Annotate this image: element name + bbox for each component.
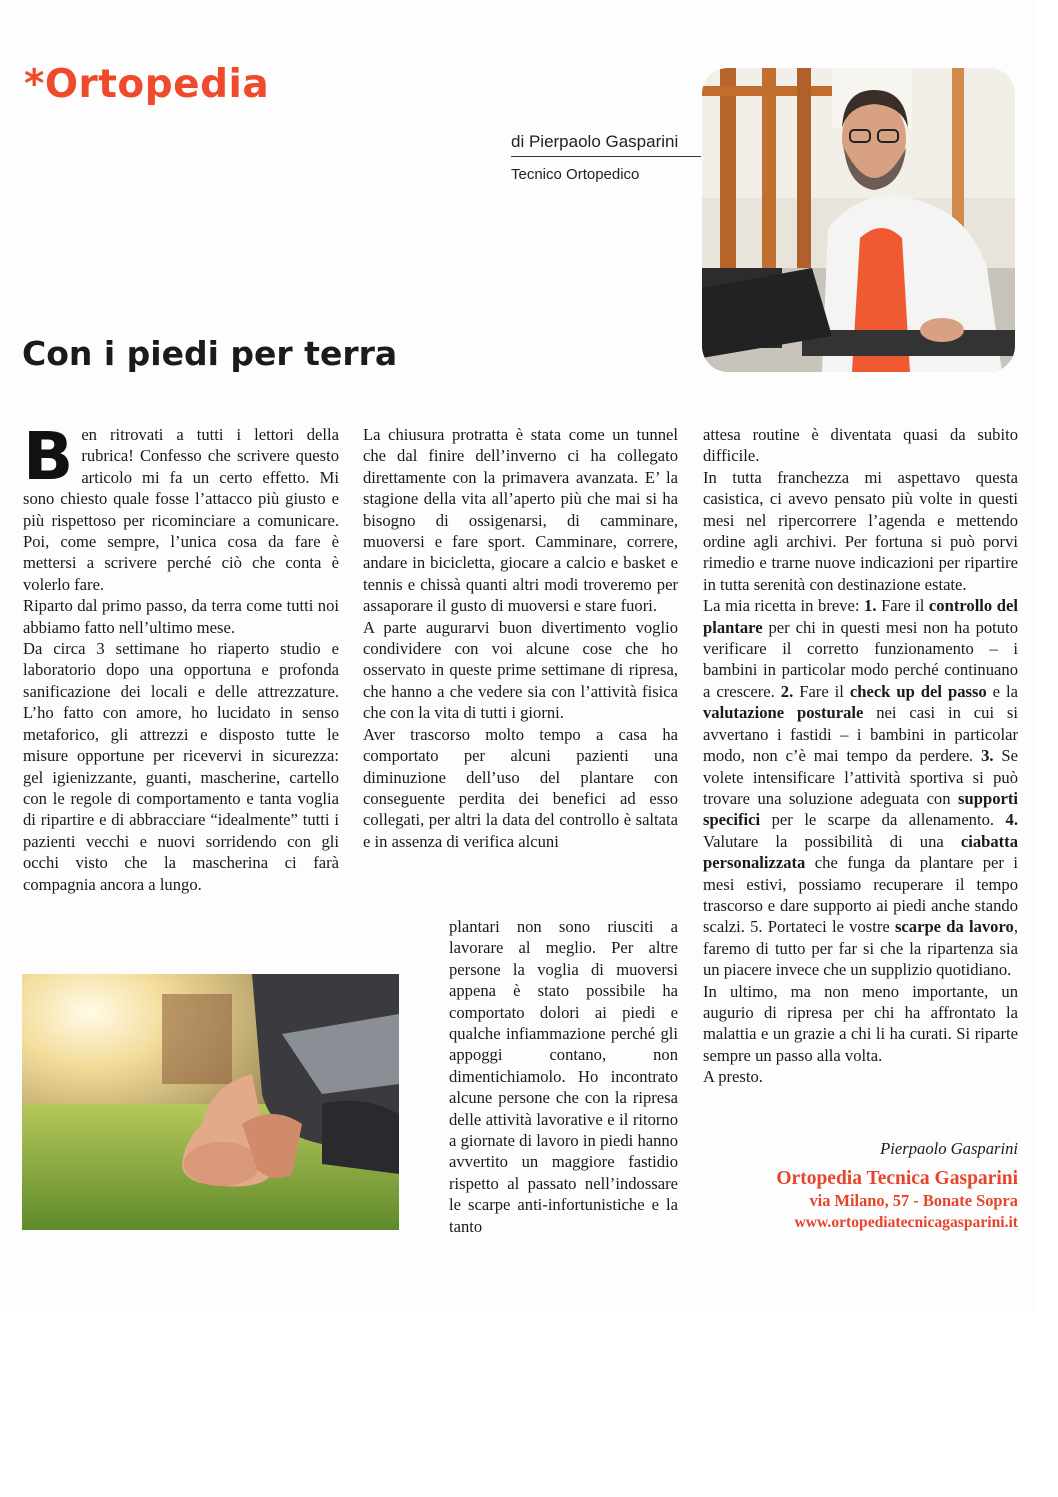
section-label: *Ortopedia bbox=[24, 62, 270, 107]
paragraph: A parte augurarvi buon divertimento voglio condividere con voi alcune cose che ho osservato in queste prime settimane di ripresa, che hanno a che vedere sia con l’attività fisica che con la vita di tutti i giorni. bbox=[363, 617, 678, 723]
paragraph: In ultimo, ma non meno importante, un augurio di ripresa per chi ha affrontato la malattia e un grazie a chi li ha curati. Si riparte sempre un passo alla volta. bbox=[703, 981, 1018, 1065]
recipe-paragraph: La mia ricetta in breve: 1. Fare il controllo del plantare per chi in questi mesi non ha potuto verificare il corretto funzionamento – i bambini in particolar modo perché continuano a crescere. 2. Fare il check up del passo e la valutazione posturale nei casi in cui si avvertano i fastidi – i bambini in particolar modo, non c’è mai tempo da perdere. 3. Se volete intensificare l’attività sportiva si può trovare una soluzione adeguata con supporti specifici per le scarpe da allenamento. 4. Valutare la possibilità di una ciabatta personalizzata che funga da plantare per i mesi estivi, possiamo recuperare il tempo trascorso e dare supporto ai piedi anche stando scalzi. 5. Portateci le vostre scarpe da lavoro, faremo di tutto per far si che la ripartenza sia un piacere invece che un supplizio quotidiano. bbox=[703, 596, 1019, 980]
paragraph: attesa routine è diventata quasi da subito difficile. bbox=[703, 425, 1018, 466]
company-contact bbox=[703, 1168, 1018, 1234]
byline bbox=[511, 132, 701, 183]
paragraph: Aver trascorso molto tempo a casa ha comportato per alcuni pazienti una diminuzione dell’uso del plantare con conseguente perdita dei benefici ad esso collegati, per altri la data del controllo è saltata e in assenza di verifica alcuni bbox=[363, 724, 678, 851]
article-column-2 bbox=[363, 424, 678, 852]
author-name: di Pierpaolo Gasparini bbox=[511, 132, 701, 157]
article-title: Con i piedi per terra bbox=[22, 334, 398, 373]
paragraph: Riparto dal primo passo, da terra come tutti noi abbiamo fatto nell’ultimo mese. bbox=[23, 596, 339, 637]
signature: Pierpaolo Gasparini bbox=[880, 1139, 1018, 1158]
company-website[interactable]: www.ortopediatecnicagasparini.it bbox=[794, 1214, 1018, 1231]
company-name: Ortopedia Tecnica Gasparini bbox=[776, 1168, 1018, 1189]
drop-cap: B bbox=[23, 418, 74, 495]
author-photo bbox=[702, 68, 1015, 372]
article-column-2-continued bbox=[449, 916, 678, 1237]
company-address: via Milano, 57 - Bonate Sopra bbox=[809, 1191, 1018, 1210]
article-column-3 bbox=[703, 424, 1018, 1088]
paragraph: en ritrovati a tutti i lettori della rubrica! Confesso che scrivere questo articolo mi fa un certo effetto. Mi sono chiesto quale fosse l’attacco più giusto e più rispettoso per ricominciare a comunicare. Poi, come sempre, l’unica cosa da fare è mettersi a scrivere perché ciò che conta è volerlo fare. bbox=[23, 425, 339, 594]
paragraph: A presto. bbox=[703, 1067, 763, 1087]
paragraph: In tutta franchezza mi aspettavo questa casistica, ci avevo pensato più volte in questi mesi nel ripercorrere l’agenda e mettendo ordine agli archivi. Per fortuna si può porvi rimedio e trarne nuove indicazioni per ripartire in tutta serenità con destinazione estate. bbox=[703, 467, 1018, 594]
paragraph: La chiusura protratta è stata come un tunnel che dal finire dell’inverno ci ha collegato direttamente con la primavera avanzata. E’ la stagione della vita all’aperto più che mai si ha bisogno di ossigenarsi, di camminare, muoversi e fare sport. Camminare, correre, andare in bicicletta, giocare a calcio e basket e tennis e chissà quanti altri modi troveremo per assaporare il gusto di muoversi e stare fuori. bbox=[363, 425, 678, 616]
paragraph: plantari non sono riusciti a lavorare al meglio. Per altre persone la voglia di muoversi appena è stato possibile ha comportato dolori ai piedi e qualche infiammazione perché gli appoggi contano, non dimentichiamolo. Ho incontrato alcune persone che con la ripresa delle attività lavorative e il ritorno a giornate di lavoro in piedi hanno avvertito un maggiore fastidio rispetto al passato nell’indossare le scarpe anti-infortunistiche e la tanto bbox=[449, 917, 678, 1236]
article-column-1 bbox=[23, 418, 339, 895]
paragraph: Da circa 3 settimane ho riaperto studio e laboratorio dopo una opportuna e profonda sanificazione dei locali e delle attrezzature. L’ho fatto con amore, ho lucidato in senso metaforico, gli attrezzi e disposto tutte le misure opportune per ricevervi in sicurezza: gel igienizzante, guanti, mascherine, cartello con le regole di comportamento e tanta voglia di ripartire e di abbracciare “idealmente” tutti i pazienti vecchi e nuovi sorridendo con gli occhi visto che la mascherina ci farà compagnia ancora a lungo. bbox=[23, 639, 339, 894]
author-role: Tecnico Ortopedico bbox=[511, 166, 640, 183]
feet-photo bbox=[22, 974, 399, 1230]
